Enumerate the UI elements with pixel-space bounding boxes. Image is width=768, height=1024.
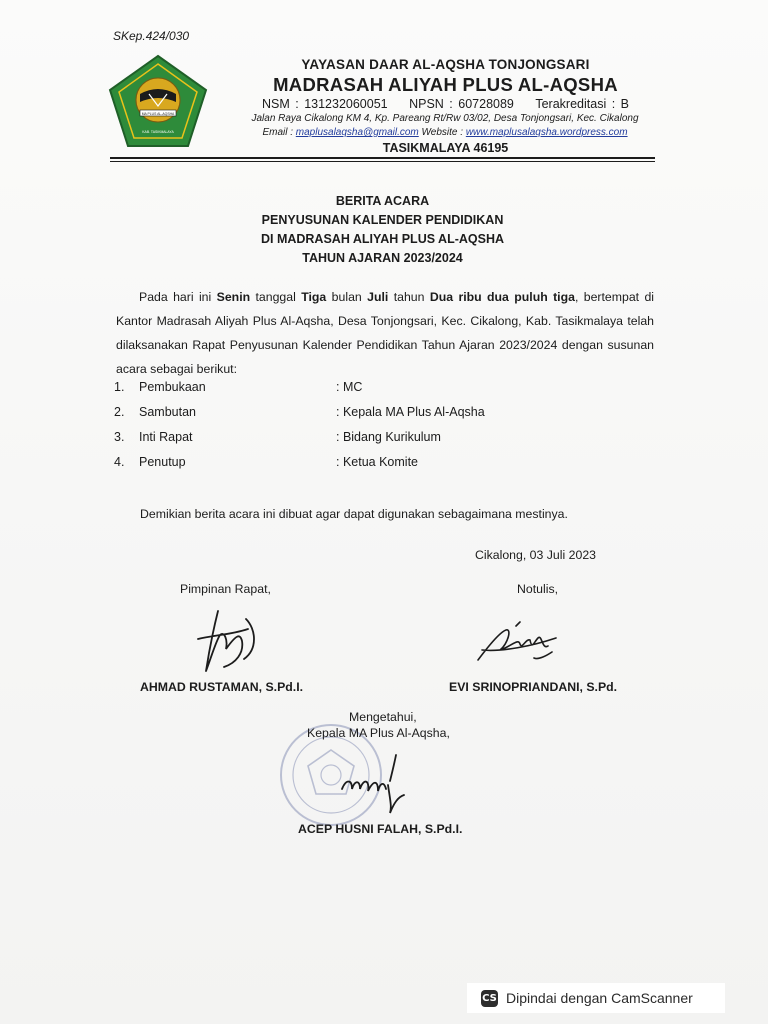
camscanner-label: Dipindai dengan CamScanner <box>506 990 693 1006</box>
agenda-value: : Kepala MA Plus Al-Aqsha <box>336 405 485 419</box>
header-divider-thick <box>110 157 655 159</box>
p-rest: , bertempat di Kantor Madrasah Aliyah Plus Al-Aqsha, Desa Tonjongsari, Kec. Cikalong, Kab. Tasikmalaya telah dilaksanakan Rapat Penyusunan Kalender Pendidikan Tahun Ajaran 2023/2024 dengan susunan acara sebagai berikut: <box>116 290 655 376</box>
place-and-date: Cikalong, 03 Juli 2023 <box>475 548 596 562</box>
school-city: TASIKMALAYA 46195 <box>382 141 509 155</box>
acknowledgement-label: Mengetahui, <box>349 710 417 724</box>
meeting-leader-role: Pimpinan Rapat, <box>180 582 271 596</box>
p-date-word: tanggal <box>255 290 296 304</box>
camscanner-icon: CS <box>481 990 498 1007</box>
agenda-label: Sambutan <box>139 405 196 419</box>
agenda-number: 3. <box>114 430 125 444</box>
agenda-number: 1. <box>114 380 125 394</box>
logo-text-top: MA PLUS AL-AQSHA <box>141 112 175 116</box>
accreditation: Terakreditasi : B <box>535 97 629 111</box>
logo-text-bottom: KAB. TASIKMALAYA <box>142 130 174 134</box>
agenda-item <box>114 380 654 405</box>
body-paragraph <box>116 285 654 381</box>
p-month-word: bulan <box>331 290 362 304</box>
agenda-label: Pembukaan <box>139 380 206 394</box>
principal-signature <box>338 745 418 815</box>
p-year: Dua ribu dua puluh tiga <box>429 290 575 304</box>
nsm: NSM : 131232060051 <box>262 97 388 111</box>
website-label: Website : <box>421 127 464 138</box>
p-date: Tiga <box>301 290 327 304</box>
agenda-item <box>114 455 654 480</box>
note-taker-role: Notulis, <box>517 582 559 596</box>
principal-name: ACEP HUSNI FALAH, S.Pd.I. <box>298 822 463 836</box>
document-subtitle-2: DI MADRASAH ALIYAH PLUS AL-AQSHA <box>260 232 505 246</box>
agenda-number: 2. <box>114 405 125 419</box>
email-label: Email : <box>262 127 293 138</box>
camscanner-watermark <box>467 983 725 1013</box>
p-month: Juli <box>367 290 389 304</box>
p-year-word: tahun <box>393 290 425 304</box>
email-link[interactable]: maplusalaqsha@gmail.com <box>295 127 419 138</box>
agenda-value: : Bidang Kurikulum <box>336 430 441 444</box>
website-link[interactable]: www.maplusalaqsha.wordpress.com <box>465 127 628 138</box>
agenda-item <box>114 405 654 430</box>
document-subtitle-3: TAHUN AJARAN 2023/2024 <box>302 251 463 265</box>
closing-statement: Demikian berita acara ini dibuat agar dapat digunakan sebagaimana mestinya. <box>140 507 568 521</box>
meeting-leader-name: AHMAD RUSTAMAN, S.Pd.I. <box>140 680 304 694</box>
header-divider-thin <box>110 161 655 162</box>
document-title: BERITA ACARA <box>335 194 430 208</box>
school-name: MADRASAH ALIYAH PLUS AL-AQSHA <box>273 74 618 95</box>
note-taker-name: EVI SRINOPRIANDANI, S.Pd. <box>449 680 618 694</box>
principal-role: Kepala MA Plus Al-Aqsha, <box>307 726 450 740</box>
agenda-value: : Ketua Komite <box>336 455 418 469</box>
school-logo <box>108 54 208 150</box>
foundation-name: YAYASAN DAAR AL-AQSHA TONJONGSARI <box>301 57 590 72</box>
agenda-number: 4. <box>114 455 125 469</box>
npsn: NPSN : 60728089 <box>409 97 514 111</box>
school-address: Jalan Raya Cikalong KM 4, Kp. Pareang Rt/Rw 03/02, Desa Tonjongsari, Kec. Cikalong <box>251 113 639 124</box>
document-subtitle-1: PENYUSUNAN KALENDER PENDIDIKAN <box>261 213 504 227</box>
agenda-item <box>114 430 654 455</box>
school-contact <box>210 127 680 138</box>
school-identifiers <box>218 97 673 111</box>
agenda-label: Inti Rapat <box>139 430 193 444</box>
p-prefix: Pada hari ini <box>139 290 212 304</box>
agenda-value: : MC <box>336 380 363 394</box>
agenda-list <box>114 380 654 480</box>
meeting-leader-signature <box>190 605 270 677</box>
note-taker-signature <box>472 620 564 672</box>
reference-number: SKep.424/030 <box>113 29 190 43</box>
agenda-label: Penutup <box>139 455 186 469</box>
p-day: Senin <box>216 290 251 304</box>
